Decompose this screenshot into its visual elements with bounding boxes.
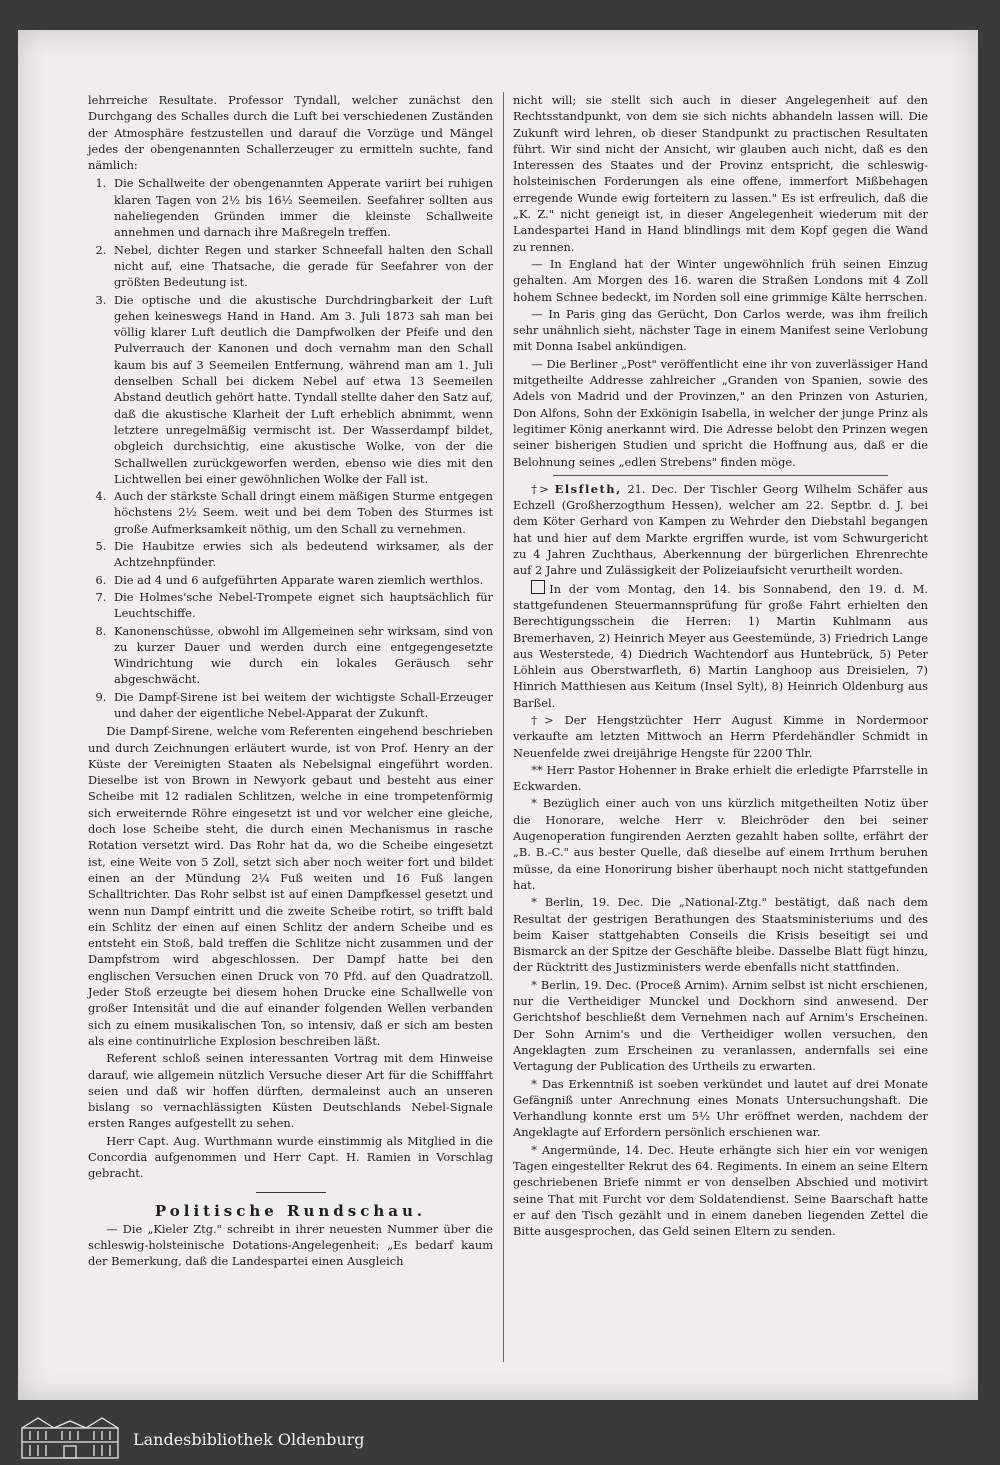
local-news-divider (553, 475, 888, 476)
berliner-post-paragraph: — Die Berliner „Post" veröffentlicht eine ihr von zuverlässiger Hand mitgetheilte Addresse zahlreicher „Granden von Spanien, sowie des Adels von Madrid und der Provinzen," an den Prinzen von Asturien, Don Alfons, Sohn der Exkönigin Isabella, in welcher der junge Prinz als legitimer König anerkannt wird. Die Adresse belobt den Prinzen wegen seiner bisherigen Studien und spricht die Hoffnung aus, daß er die Belohnung seines „edlen Strebens" finden möge. (513, 356, 928, 469)
exam-text: In der vom Montag, den 14. bis Sonnabend, den 19. d. M. stattgefundenen Steuermannsprüfung für große Fahrt erhielten den Berechtigungsschein die Herren: 1) Martin Kuhlmann aus Bremerhaven, 2) Heinrich Meyer aus Geestemünde, 3) Friedrich Lange aus Westerstede, 4) Diedrich Wachtendorf aus Huntebrück, 5) Peter Löhlein aus Oberstwarfleth, 6) Martin Langhoop aus Dreisielen, 7) Hinrich Matthiesen aus Keitum (Insel Sylt), 8) Heinrich Oldenburg aus Barßel. (513, 581, 928, 710)
berlin-krisis-paragraph: * Berlin, 19. Dec. Die „National-Ztg." bestätigt, daß nach dem Resultat der gestrigen Berathungen des Staatsministeriums und des beim Kaiser stattgehabten Conseils die Krisis beseitigt sei und Bismarck an der Spitze der Geschäfte bleibe. Dasselbe Blatt fügt hinzu, der Rücktritt des Justizministers werde ebenfalls nicht stattfinden. (513, 895, 928, 975)
referent-paragraph: Referent schloß seinen interessanten Vortrag mit dem Hinweise darauf, wie allgemein nützlich Versuche dieser Art für die Schifffahrt seien und daß wir hoffen dürften, dermaleinst auch an unseren bislang so vernachlässigten Küsten Deutschlands Nebel-Signale ersten Ranges aufgestellt zu sehen. (88, 1051, 493, 1131)
library-name: Landesbibliothek Oldenburg (133, 1430, 365, 1449)
finding-item: 1. Die Schallweite der obengenannten Apperate variirt bei ruhigen klaren Tagen von 2½ bis 16½ Seemeilen. Seefahrer sollten aus naheliegenden Gründen immer die kleinste Schallweite annehmen und darnach ihre Maßregeln treffen. (110, 175, 493, 240)
left-column (88, 92, 493, 1271)
finding-item: 9. Die Dampf-Sirene ist bei weitem der wichtigste Schall-Erzeuger und daher der eigentliche Nebel-Apparat der Zukunft. (110, 689, 493, 722)
finding-item: 3. Die optische und die akustische Durchdringbarkeit der Luft gehen keineswegs Hand in Hand. Am 3. Juli 1873 sah man bei völlig klarer Luft deutlich die Dampfwolken der Pfeife und den Pulverrauch der Kanonen und doch vernahm man den Schall kaum bis auf 3 Seemeilen Entfernung, während man am 1. Juli denselben Schall bei dickem Nebel auf etwa 13 Seemeilen Abstand deutlich gehört hatte. Tyndall stellte daher den Satz auf, daß die akustische Klarheit der Luft erheblich abnimmt, wenn letztere unregelmäßig vermischt ist. Der Wasserdampf bildet, obgleich durchsichtig, eine akustische Wolke, von der die Schallwellen zurückgeworfen werden, ebenso wie dies mit den Lichtwellen bei einer gewöhnlichen Wolke der Fall ist. (110, 292, 493, 488)
square-mark-icon (531, 580, 545, 594)
elsfleth-text: 21. Dec. Der Tischler Georg Wilhelm Schäfer aus Echzell (Großherzogthum Hessen), welcher am 22. Septbr. d. J. bei dem Köter Gerhard von Kampen zu Wehrder den Diebstahl begangen hat und hier auf dem Markte ergriffen wurde, ist vom Schwurgericht zu 4 Jahren Zuchthaus, Aberkennung der bürgerlichen Ehrenrechte auf 2 Jahre und Zulässigkeit der Polizeiaufsicht verurtheilt worden. (513, 481, 929, 578)
exam-paragraph (513, 580, 928, 711)
newspaper-page (18, 30, 978, 1400)
pastor-paragraph: ** Herr Pastor Hohenner in Brake erhielt die erledigte Pfarrstelle in Eckwarden. (513, 762, 928, 794)
angermuende-paragraph: * Angermünde, 14. Dec. Heute erhängte sich hier ein vor wenigen Tagen eingestellter Rekrut des 64. Regiments. In einem an seine Eltern geschriebenen Briefe nimmt er von denselben Abschied und motivirt seine That mit Furcht vor dem Soldatendienst. Seine Baarschaft hatte er auf den Tisch gezählt und in einem daneben liegenden Zettel die Bitte ausgesprochen, das Geld seinen Eltern zu senden. (513, 1142, 928, 1239)
england-paragraph: — In England hat der Winter ungewöhnlich früh seinen Einzug gehalten. Am Morgen des 16. waren die Straßen Londons mit 4 Zoll hohem Schnee bedeckt, im Norden soll eine grimmige Kälte herrschen. (513, 256, 928, 304)
column-divider (503, 92, 504, 1362)
berlin-arnim-paragraph: * Berlin, 19. Dec. (Proceß Arnim). Arnim selbst ist nicht erschienen, nur die Vertheidiger Munckel und Dockhorn sind anwesend. Der Gerichtshof beschließt dem Vernehmen nach auf Arnim's Erscheinen. Der Sohn Arnim's und die Vertheidiger wollen versuchen, den Angeklagten zum Erscheinen zu veranlassen, andernfalls sei eine Vertagung der Publication des Urtheils zu erwarten. (513, 977, 928, 1074)
sirene-paragraph: Die Dampf-Sirene, welche vom Referenten eingehend beschrieben und durch Zeichnungen erläutert wurde, ist von Prof. Henry an der Küste der Vereinigten Staaten als Nebelsignal eingeführt worden. Dieselbe ist von Brown in Newyork gebaut und besteht aus einer Scheibe mit 12 radialen Schlitzen, welche in eine trompetenförmig sich erweiternde Röhre eingesetzt ist und vor welcher eine gleiche, doch lose Scheibe steht, die durch einen Mechanismus in rasche Rotation versetzt wird. Das Rohr hat da, wo die Scheibe eingesetzt ist, eine Weite von 5 Zoll, setzt sich aber noch weiter fort und bildet einen an der Mündung 2¼ Fuß weiten und 16 Fuß langen Schalltrichter. Das Rohr selbst ist auf einen Dampfkessel gesetzt und wenn nun Dampf eintritt und die zweite Scheibe rotirt, so trifft bald ein Schlitz der einen auf einen Schlitz der andern Scheibe und es entsteht ein Stoß, bald treffen die Schlitze nicht zusammen und der Dampfstrom wird abgeschlossen. Der Dampf hatte bei den englischen Versuchen einen Druck von 70 Pfd. auf den Quadratzoll. Jeder Stoß erzeugte bei diesem hohen Drucke eine Schallwelle von großer Intensität und die auf einander folgenden Wellen verbanden sich zu einem musikalischen Ton, so intensiv, daß er sich am besten als eine continuirliche Explosion beschreiben läßt. (88, 724, 493, 1048)
section-title: Politische Rundschau. (154, 1201, 427, 1220)
section-divider (256, 1192, 326, 1193)
stallion-paragraph (513, 712, 928, 761)
capt-paragraph: Herr Capt. Aug. Wurthmann wurde einstimmig als Mitglied in die Concordia aufgenommen und Herr Capt. H. Ramien in Vorschlag gebracht. (88, 1133, 493, 1181)
honorare-paragraph: * Bezüglich einer auch von uns kürzlich mitgetheilten Notiz über die Honorare, welche Herr v. Bleichröder den bei seiner Augenoperation fungirenden Aerzten gezahlt haben sollte, erfährt der „B. B.-C." aus bester Quelle, daß dieselbe auf einem Irrthum beruhen müsse, da eine Honorirung bisher überhaupt noch nicht stattgefunden hat. (513, 796, 928, 892)
news-mark: †> (531, 481, 549, 496)
news-mark: †> (531, 712, 554, 727)
stallion-text: Der Hengstzüchter Herr August Kimme in Nordermoor verkaufte am letzten Mittwoch an Herrn Pferdehändler Schmidt in Neuenfelde zwei dreijährige Hengste für 2200 Thlr. (513, 712, 928, 760)
finding-item: 6. Die ad 4 und 6 aufgeführten Apparate waren ziemlich werthlos. (110, 572, 493, 588)
finding-item: 7. Die Holmes'sche Nebel-Trompete eignet sich hauptsächlich für Leuchtschiffe. (110, 589, 493, 622)
paris-paragraph: — In Paris ging das Gerücht, Don Carlos werde, was ihm freilich sehr unähnlich sieht, nächster Tage in einem Manifest seine Verlobung mit Donna Isabel ankündigen. (513, 306, 928, 354)
finding-item: 2. Nebel, dichter Regen und starker Schneefall halten den Schall nicht auf, eine Thatsache, die gerade für Seefahrer von der größten Bedeutung ist. (110, 242, 493, 291)
library-building-icon (20, 1414, 120, 1460)
elsfleth-paragraph (513, 481, 928, 579)
right-column (513, 92, 928, 1240)
kieler-continuation: nicht will; sie stellt sich auch in dieser Angelegenheit auf den Rechtsstandpunkt, von dem sie sich nichts abhandeln lassen will. Die Zukunft wird lehren, ob dieser Standpunkt zu practischen Resultaten führt. Wir sind nicht der Ansicht, wir glauben auch nicht, daß es den Interessen des Staates und der Provinz entspricht, die schleswig-holsteinischen Forderungen als eine offene, immerfort Mißbehagen erregende Wunde ewig forteitern zu lassen." Es ist erfreulich, daß die „K. Z." nicht geneigt ist, in dieser Angelegenheit wiederum mit der Landespartei Hand in Hand blindlings mit dem Kopf gegen die Wand zu rennen. (513, 93, 928, 254)
intro-paragraph: lehrreiche Resultate. Professor Tyndall, welcher zunächst den Durchgang des Schalles durch die Luft bei verschiedenen Zuständen der Atmosphäre festzustellen und darauf die Vorzüge und Mängel jedes der obengenannten Schallerzeuger zu ermitteln suchte, fand nämlich: (88, 93, 493, 173)
library-footer (0, 1400, 1000, 1465)
finding-item: 8. Kanonenschüsse, obwohl im Allgemeinen sehr wirksam, sind von zu kurzer Dauer und werden durch eine entgegengesetzte Windrichtung wie durch ein lokales Geräusch sehr abgeschwächt. (110, 623, 493, 688)
findings-list (88, 175, 493, 721)
verdict-paragraph: * Das Erkenntniß ist soeben verkündet und lautet auf drei Monate Gefängniß unter Anrechnung eines Monats Untersuchungshaft. Die Verhandlung konnte erst um 5½ Uhr eröffnet werden, nachdem der Angeklagte auf Erfordern persönlich erschienen war. (513, 1076, 928, 1140)
finding-item: 4. Auch der stärkste Schall dringt einem mäßigen Sturme entgegen höchstens 2½ Seem. weit und bei dem Toben des Sturmes ist große Aufmerksamkeit nöthig, um den Schall zu vernehmen. (110, 488, 493, 537)
place-name: Elsfleth, (554, 481, 622, 496)
finding-item: 5. Die Haubitze erwies sich als bedeutend wirksamer, als der Achtzehnpfünder. (110, 538, 493, 571)
kieler-paragraph: — Die „Kieler Ztg." schreibt in ihrer neuesten Nummer über die schleswig-holsteinische Dotations-Angelegenheit: „Es bedarf kaum der Bemerkung, daß die Landespartei einen Ausgleich (88, 1221, 493, 1269)
